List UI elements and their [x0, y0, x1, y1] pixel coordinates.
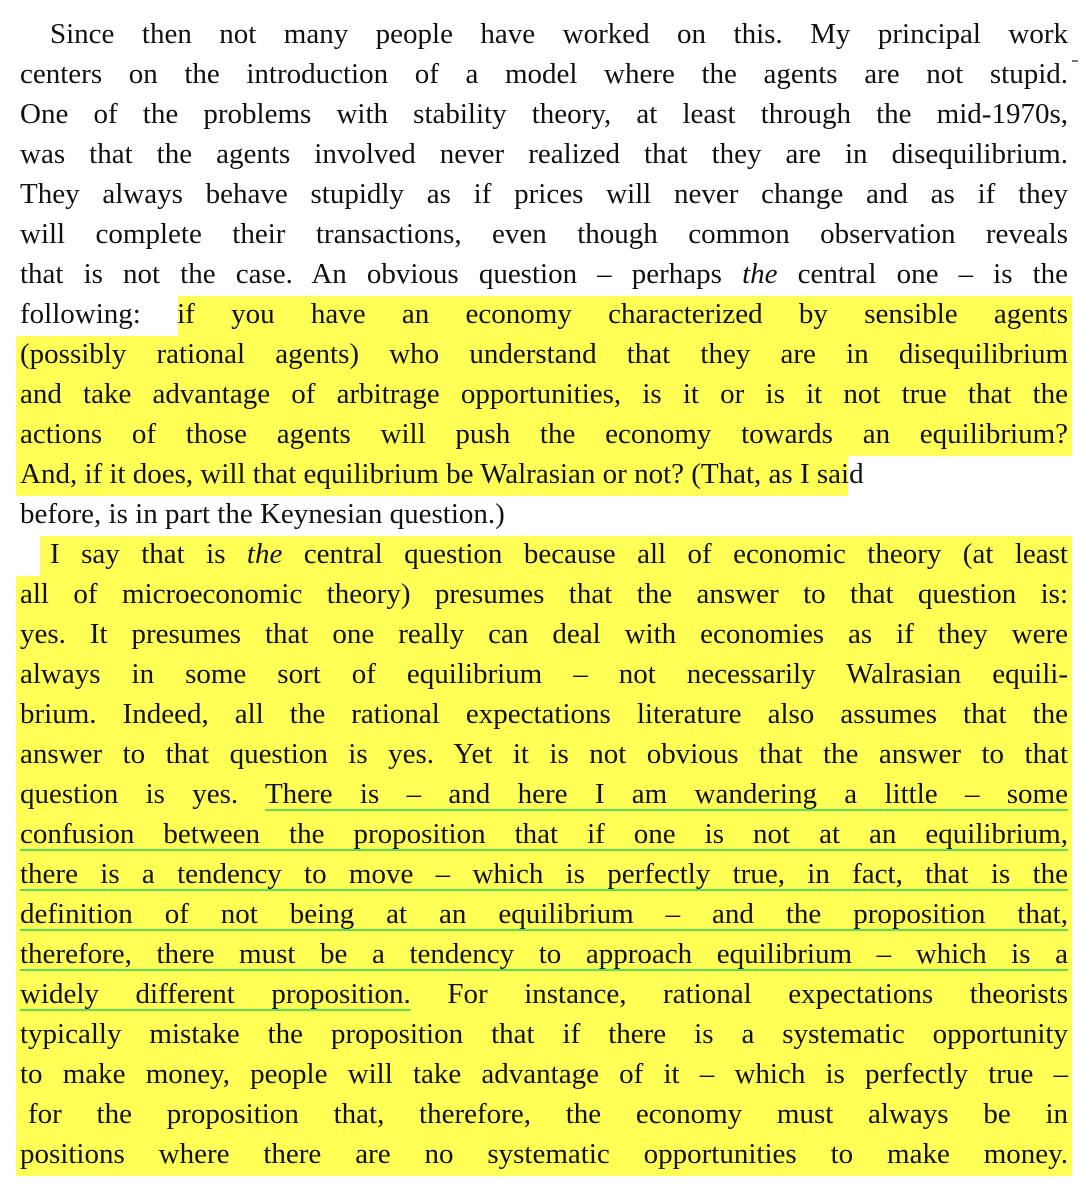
- paragraph-2-line-4: always in some sort of equilibrium – not necessarily Walrasian equili-: [20, 658, 1068, 690]
- line-8-highlighted: if you have an economy characterized by sensible agents: [177, 298, 1068, 330]
- line-7-text-a: that is not the case. An obvious question – perhaps: [20, 258, 743, 290]
- p2-line-1-emphasis: the: [246, 538, 283, 570]
- paragraph-2-line-11: therefore, there must be a tendency to approach equilibrium – which is a: [20, 938, 1068, 970]
- paragraph-2-line-7: [20, 774, 1068, 814]
- p2-line-12-text: For instance, rational expectations theorists: [410, 978, 1068, 1010]
- paragraph-2-line-6: answer to that question is yes. Yet it is not obvious that the answer to that: [20, 738, 1068, 770]
- paragraph-2-line-5: brium. Indeed, all the rational expectations literature also assumes that the: [20, 698, 1068, 730]
- paragraph-2-line-9: there is a tendency to move – which is perfectly true, in fact, that is the: [20, 858, 1068, 890]
- paragraph-1-line-1: Since then not many people have worked on this. My principal work: [50, 18, 1068, 50]
- paragraph-2-line-2: all of microeconomic theory) presumes that the answer to that question is:: [20, 578, 1068, 610]
- paragraph-1-line-10: and take advantage of arbitrage opportunities, is it or is it not true that the: [20, 378, 1068, 410]
- paragraph-1-line-13: before, is in part the Keynesian question.): [20, 498, 505, 530]
- p2-line-7-text: question is yes.: [20, 778, 265, 810]
- paragraph-2-line-8: confusion between the proposition that if one is not at an equilibrium,: [20, 818, 1068, 850]
- line-7-text-b: central one – is the: [777, 258, 1069, 290]
- pen-mark: [1072, 60, 1078, 62]
- paragraph-2-line-13: typically mistake the proposition that if there is a systematic opportunity: [20, 1018, 1068, 1050]
- line-8-plain: following:: [20, 298, 178, 330]
- paragraph-2-line-1: [20, 534, 1068, 574]
- paragraph-1-line-9: (possibly rational agents) who understand that they are in disequilibrium: [20, 338, 1068, 370]
- paragraph-2-line-15: for the proposition that, therefore, the economy must always be in: [28, 1098, 1068, 1130]
- paragraph-1-line-5: They always behave stupidly as if prices will never change and as if they: [20, 178, 1068, 210]
- paragraph-1-line-4: was that the agents involved never realized that they are in disequilibrium.: [20, 138, 1068, 170]
- paragraph-1-line-7: [20, 254, 1068, 294]
- line-7-emphasis: the: [742, 258, 778, 290]
- p2-line-1-text-a: I say that is: [50, 538, 247, 570]
- paragraph-1-line-11: actions of those agents will push the economy towards an equilibrium?: [20, 418, 1068, 450]
- paragraph-1-line-12: [20, 454, 1068, 494]
- paragraph-1-line-2: centers on the introduction of a model where the agents are not stupid.: [20, 58, 1068, 90]
- paragraph-2-line-3: yes. It presumes that one really can deal with economies as if they were: [20, 618, 1068, 650]
- paragraph-1-line-3: One of the problems with stability theory, at least through the mid-1970s,: [20, 98, 1068, 130]
- paragraph-1-line-8: [20, 294, 1068, 334]
- line-12-highlighted: And, if it does, will that equilibrium be Walrasian or not?: [20, 458, 684, 490]
- p2-line-1-text-b: central question because all of economic theory (at least: [282, 538, 1068, 570]
- paragraph-2-line-14: to make money, people will take advantage of it – which is perfectly true –: [20, 1058, 1068, 1090]
- p2-line-7-underlined: There is – and here I am wandering a little – some: [264, 778, 1068, 810]
- paragraph-2-line-12: [20, 974, 1068, 1014]
- paragraph-1-line-6: will complete their transactions, even though common observation reveals: [20, 218, 1068, 250]
- paragraph-2-line-16: positions where there are no systematic opportunities to make money.: [20, 1138, 1068, 1170]
- line-12-plain: (That, as I said: [684, 458, 864, 490]
- paragraph-2-line-10: definition of not being at an equilibrium – and the proposition that,: [20, 898, 1068, 930]
- p2-line-12-underlined: widely different proposition.: [20, 978, 411, 1010]
